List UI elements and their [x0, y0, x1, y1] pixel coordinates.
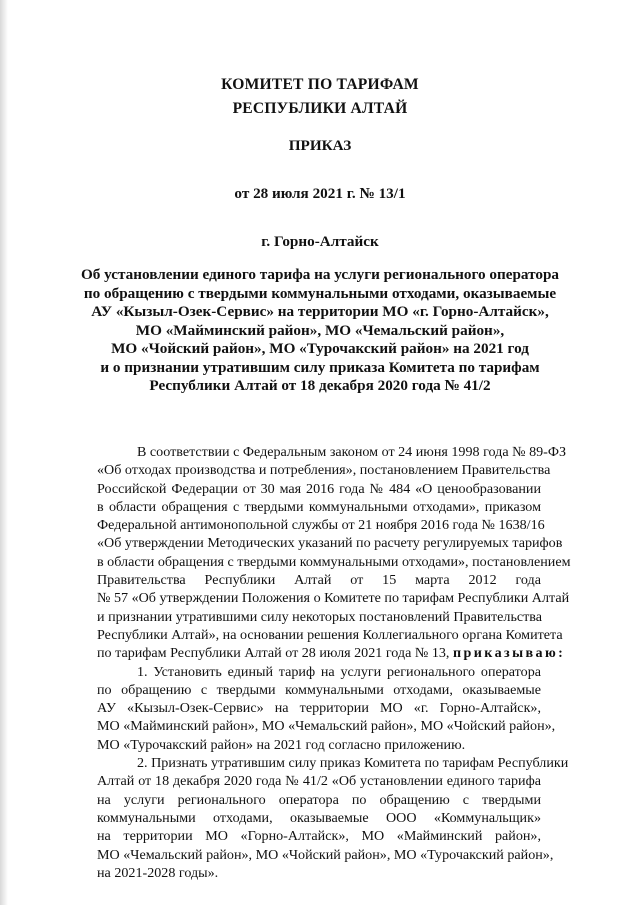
preamble-line: в области обращения с твердыми коммунальными отходами», постановлением — [97, 553, 571, 570]
item-1-line: 1. Установить единый тариф на услуги регионального оператора — [137, 663, 541, 680]
scan-shadow-edge — [0, 0, 8, 905]
document-city: г. Горно-Алтайск — [261, 233, 379, 250]
item-2-line: на территории МО «Горно-Алтайск», МО «Майминский район», — [97, 828, 541, 845]
preamble-last-line — [97, 644, 566, 662]
preamble-line: В соответствии с Федеральным законом от 24 июня 1998 года № 89-ФЗ — [137, 444, 567, 460]
item-2-last-line: на 2021-2028 годы». — [97, 864, 219, 881]
title-line: МО «Майминский район», МО «Чемальский район», — [135, 321, 505, 339]
title-line: Республики Алтай от 18 декабря 2020 года № 41/2 — [149, 377, 491, 394]
preamble-line: «Об отходах производства и потребления», постановлением Правительства — [97, 462, 551, 479]
item-1-line: МО «Майминский район», МО «Чемальский район», МО «Чойский район», — [97, 718, 556, 735]
preamble-line: Российской Федерации от 30 мая 2016 года № 484 «О ценообразовании — [97, 480, 541, 497]
item-2-line: 2. Признать утратившим силу приказ Комитета по тарифам Республики — [137, 755, 569, 772]
item-2-line: на услуги регионального оператора по обращению с твердыми — [97, 791, 541, 808]
item-2-line: коммунальными отходами, оказываемые ООО «Коммунальщик» — [97, 809, 541, 826]
order-word: приказываю: — [452, 645, 566, 662]
item-2-line: МО «Чемальский район», МО «Чойский район», МО «Турочакский район», — [97, 846, 554, 863]
item-1-last-line: МО «Турочакский район» на 2021 год согласно приложению. — [97, 736, 466, 753]
title-line: МО «Чойский район», МО «Турочакский район» на 2021 год — [111, 340, 529, 357]
item-2-line: Алтай от 18 декабря 2020 года № 41/2 «Об установлении единого тарифа — [97, 773, 541, 790]
item-1-line: АУ «Кызыл-Озек-Сервис» на территории МО «г. Горно-Алтайск», — [97, 700, 541, 717]
org-name-line-2: РЕСПУБЛИКИ АЛТАЙ — [232, 100, 408, 117]
preamble-line: Федеральной антимонопольной службы от 21 ноября 2016 года № 1638/16 — [97, 517, 545, 534]
document-date-number: от 28 июля 2021 г. № 13/1 — [234, 185, 406, 202]
document-type: ПРИКАЗ — [288, 137, 352, 154]
title-line: и о признании утратившим силу приказа Комитета по тарифам — [100, 358, 540, 376]
title-line: АУ «Кызыл-Озек-Сервис» на территории МО «г. Горно-Алтайск», — [91, 303, 549, 320]
document-body — [97, 443, 571, 882]
preamble-line: № 57 «Об утверждении Положения о Комитете по тарифам Республики Алтай — [97, 590, 570, 607]
org-name-line-1: КОМИТЕТ ПО ТАРИФАМ — [221, 76, 419, 93]
item-1-line: по обращению с твердыми коммунальными отходами, оказываемые — [97, 681, 541, 698]
preamble-line: Правительства Республики Алтай от 15 марта 2012 года — [97, 572, 541, 589]
document-title — [70, 266, 570, 396]
preamble-line: и признании утратившими силу некоторых постановлений Правительства — [97, 608, 543, 625]
preamble-line: «Об утверждении Методических указаний по расчету регулируемых тарифов — [97, 535, 563, 552]
preamble-last-text: по тарифам Республики Алтай от 28 июля 2021 года № 13, — [97, 645, 450, 662]
title-line: по обращению с твердыми коммунальными отходами, оказываемые — [83, 284, 557, 302]
preamble-line: в области обращения с твердыми коммунальными отходами», приказом — [97, 498, 541, 515]
preamble-line: Республики Алтай», на основании решения Коллегиального органа Комитета — [97, 626, 563, 643]
title-line: Об установлении единого тарифа на услуги регионального оператора — [80, 266, 560, 283]
